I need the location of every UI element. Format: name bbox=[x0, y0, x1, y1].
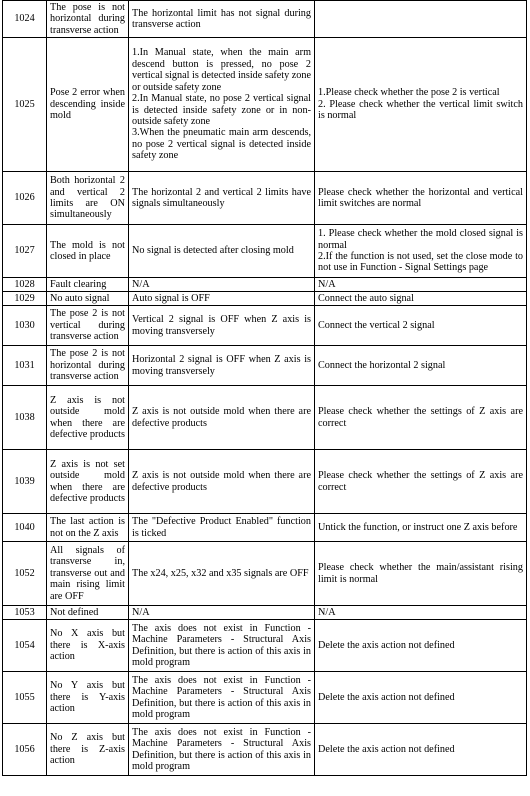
error-name-cell bbox=[47, 346, 129, 386]
error-cause-cell bbox=[129, 542, 315, 606]
error-code-text: 1055 bbox=[14, 691, 35, 703]
error-name-cell bbox=[47, 514, 129, 542]
table-row bbox=[3, 278, 527, 292]
table-row bbox=[3, 38, 527, 172]
error-name-cell bbox=[47, 292, 129, 306]
table-row bbox=[3, 620, 527, 672]
error-solution-cell bbox=[315, 620, 527, 672]
error-code-text: 1028 bbox=[14, 278, 35, 290]
error-solution-text: 2. Please check whether the vertical limit switch is normal bbox=[318, 98, 523, 122]
error-cause-text: The axis does not exist in Function - Machine Parameters - Structural Axis Definition, but there is action of this axis in mold program bbox=[132, 622, 311, 668]
error-cause-cell bbox=[129, 172, 315, 225]
error-name-text: Z axis is not outside mold when there are defective products bbox=[50, 394, 125, 440]
error-name-cell bbox=[47, 1, 129, 38]
error-name-cell bbox=[47, 306, 129, 346]
error-solution-text: 1.Please check whether the pose 2 is vertical bbox=[318, 87, 500, 99]
error-name-cell bbox=[47, 672, 129, 724]
error-name-text: No Y axis but there is Y-axis action bbox=[50, 680, 125, 715]
error-solution-cell bbox=[315, 606, 527, 620]
table-row bbox=[3, 225, 527, 278]
error-name-text: The pose 2 is not vertical during transverse action bbox=[50, 308, 125, 343]
error-solution-text: Untick the function, or instruct one Z axis before bbox=[318, 521, 518, 533]
error-cause-text: The "Defective Product Enabled" function is ticked bbox=[132, 516, 311, 539]
error-cause-cell bbox=[129, 306, 315, 346]
table-row bbox=[3, 514, 527, 542]
error-cause-text: Auto signal is OFF bbox=[132, 292, 210, 304]
error-name-text: The pose is not horizontal during transverse action bbox=[50, 1, 125, 36]
error-solution-text: Please check whether the main/assistant rising limit is normal bbox=[318, 562, 523, 585]
error-solution-cell bbox=[315, 542, 527, 606]
error-code-text: 1056 bbox=[14, 743, 35, 755]
error-name-text: Z axis is not set outside mold when there are defective products bbox=[50, 458, 125, 504]
error-cause-text: Horizontal 2 signal is OFF when Z axis is moving transversely bbox=[132, 354, 311, 377]
error-solution-text: Connect the vertical 2 signal bbox=[318, 319, 435, 331]
error-code-table bbox=[2, 0, 527, 776]
error-code-text: 1052 bbox=[14, 567, 35, 579]
error-code-text: 1038 bbox=[14, 411, 35, 423]
error-name-text: Fault clearing bbox=[50, 278, 107, 290]
error-solution-cell bbox=[315, 386, 527, 450]
error-cause-text: No signal is detected after closing mold bbox=[132, 245, 294, 257]
error-solution-cell bbox=[315, 724, 527, 776]
error-cause-cell bbox=[129, 606, 315, 620]
error-cause-cell bbox=[129, 292, 315, 306]
error-name-text: The pose 2 is not horizontal during transverse action bbox=[50, 348, 125, 383]
table-row bbox=[3, 346, 527, 386]
error-cause-cell bbox=[129, 724, 315, 776]
error-code-text: 1027 bbox=[14, 245, 35, 257]
error-code-text: 1053 bbox=[14, 606, 35, 618]
error-solution-text: Delete the axis action not defined bbox=[318, 639, 455, 651]
error-code-text: 1029 bbox=[14, 292, 35, 304]
error-name-cell bbox=[47, 278, 129, 292]
table-row bbox=[3, 724, 527, 776]
error-cause-cell bbox=[129, 386, 315, 450]
table-row bbox=[3, 672, 527, 724]
error-cause-text: 1.In Manual state, when the main arm descend button is pressed, no pose 2 vertical signal is detected inside safety zone or outside safety zone bbox=[132, 47, 311, 93]
error-code-table-body bbox=[3, 1, 527, 776]
error-cause-text: N/A bbox=[132, 278, 150, 290]
error-code-text: 1025 bbox=[14, 98, 35, 110]
error-solution-cell bbox=[315, 1, 527, 38]
error-code-cell bbox=[3, 346, 47, 386]
table-row bbox=[3, 542, 527, 606]
error-solution-text: 1. Please check whether the mold closed signal is normal bbox=[318, 228, 523, 251]
error-solution-cell bbox=[315, 278, 527, 292]
error-solution-text: Connect the auto signal bbox=[318, 292, 414, 304]
error-code-text: 1026 bbox=[14, 192, 35, 204]
error-name-cell bbox=[47, 606, 129, 620]
error-name-text: Not defined bbox=[50, 606, 99, 618]
error-cause-text: 3.When the pneumatic main arm descends, no pose 2 vertical signal is detected inside safety zone bbox=[132, 127, 311, 162]
table-row bbox=[3, 306, 527, 346]
error-cause-text: 2.In Manual state, no pose 2 vertical signal is detected inside safety zone or in non-outside safety zone bbox=[132, 93, 311, 127]
error-name-text: All signals of transverse in, transverse out and main rising limit are OFF bbox=[50, 544, 125, 602]
error-code-table-wrapper bbox=[2, 0, 526, 776]
error-code-cell bbox=[3, 514, 47, 542]
error-name-text: No Z axis but there is Z-axis action bbox=[50, 732, 125, 767]
error-code-cell bbox=[3, 172, 47, 225]
error-name-cell bbox=[47, 724, 129, 776]
error-cause-cell bbox=[129, 38, 315, 172]
error-cause-cell bbox=[129, 1, 315, 38]
error-name-text: The last action is not on the Z axis bbox=[50, 516, 125, 539]
table-row bbox=[3, 292, 527, 306]
error-solution-cell bbox=[315, 306, 527, 346]
error-cause-cell bbox=[129, 514, 315, 542]
error-code-text: 1039 bbox=[14, 475, 35, 487]
error-code-text: 1031 bbox=[14, 359, 35, 371]
error-code-cell bbox=[3, 620, 47, 672]
error-name-cell bbox=[47, 386, 129, 450]
error-cause-text: The horizontal 2 and vertical 2 limits have signals simultaneously bbox=[132, 186, 311, 209]
error-cause-text: The axis does not exist in Function - Machine Parameters - Structural Axis Definition, but there is action of this axis in mold program bbox=[132, 674, 311, 720]
error-solution-text: 2.If the function is not used, set the close mode to not use in Function - Signal Settings page bbox=[318, 251, 523, 274]
error-solution-cell bbox=[315, 225, 527, 278]
error-solution-cell bbox=[315, 38, 527, 172]
error-cause-text: The x24, x25, x32 and x35 signals are OFF bbox=[132, 567, 309, 579]
error-code-text: 1024 bbox=[14, 13, 35, 25]
error-name-cell bbox=[47, 225, 129, 278]
error-code-cell bbox=[3, 38, 47, 172]
error-solution-cell bbox=[315, 672, 527, 724]
error-cause-text: The horizontal limit has not signal during transverse action bbox=[132, 7, 311, 30]
error-code-cell bbox=[3, 1, 47, 38]
error-cause-cell bbox=[129, 225, 315, 278]
error-solution-text: Connect the horizontal 2 signal bbox=[318, 359, 446, 371]
table-row bbox=[3, 1, 527, 38]
table-row bbox=[3, 172, 527, 225]
error-code-cell bbox=[3, 292, 47, 306]
error-cause-cell bbox=[129, 620, 315, 672]
error-solution-text: Delete the axis action not defined bbox=[318, 691, 455, 703]
error-code-cell bbox=[3, 306, 47, 346]
error-code-cell bbox=[3, 606, 47, 620]
error-cause-cell bbox=[129, 672, 315, 724]
error-name-text: Both horizontal 2 and vertical 2 limits are ON simultaneously bbox=[50, 175, 125, 221]
error-solution-text: N/A bbox=[318, 278, 336, 290]
error-cause-text: The axis does not exist in Function - Machine Parameters - Structural Axis Definition, but there is action of this axis in mold program bbox=[132, 726, 311, 772]
error-solution-cell bbox=[315, 346, 527, 386]
error-name-cell bbox=[47, 38, 129, 172]
error-solution-cell bbox=[315, 292, 527, 306]
error-cause-cell bbox=[129, 346, 315, 386]
error-name-cell bbox=[47, 450, 129, 514]
error-code-cell bbox=[3, 386, 47, 450]
error-solution-cell bbox=[315, 450, 527, 514]
error-code-cell bbox=[3, 225, 47, 278]
error-code-cell bbox=[3, 672, 47, 724]
error-cause-text: N/A bbox=[132, 606, 150, 618]
error-solution-text: Please check whether the horizontal and vertical limit switches are normal bbox=[318, 186, 523, 209]
error-solution-text: Please check whether the settings of Z axis are correct bbox=[318, 406, 523, 429]
error-solution-cell bbox=[315, 172, 527, 225]
error-cause-text: Z axis is not outside mold when there are defective products bbox=[132, 406, 311, 429]
error-code-text: 1054 bbox=[14, 639, 35, 651]
error-solution-cell bbox=[315, 514, 527, 542]
error-name-cell bbox=[47, 620, 129, 672]
error-code-cell bbox=[3, 450, 47, 514]
error-code-text: 1030 bbox=[14, 319, 35, 331]
table-row bbox=[3, 386, 527, 450]
error-cause-cell bbox=[129, 278, 315, 292]
error-cause-text: Vertical 2 signal is OFF when Z axis is moving transversely bbox=[132, 314, 311, 337]
error-solution-text: Delete the axis action not defined bbox=[318, 743, 455, 755]
error-name-text: Pose 2 error when descending inside mold bbox=[50, 87, 125, 122]
error-code-text: 1040 bbox=[14, 521, 35, 533]
table-row bbox=[3, 606, 527, 620]
error-code-cell bbox=[3, 542, 47, 606]
error-name-cell bbox=[47, 172, 129, 225]
error-cause-text: Z axis is not outside mold when there are defective products bbox=[132, 470, 311, 493]
error-name-text: The mold is not closed in place bbox=[50, 239, 125, 262]
error-name-text: No auto signal bbox=[50, 292, 110, 304]
error-code-cell bbox=[3, 278, 47, 292]
error-name-cell bbox=[47, 542, 129, 606]
error-solution-text: Please check whether the settings of Z axis are correct bbox=[318, 470, 523, 493]
error-solution-text: N/A bbox=[318, 606, 336, 618]
error-name-text: No X axis but there is X-axis action bbox=[50, 628, 125, 663]
error-code-cell bbox=[3, 724, 47, 776]
error-cause-cell bbox=[129, 450, 315, 514]
table-row bbox=[3, 450, 527, 514]
